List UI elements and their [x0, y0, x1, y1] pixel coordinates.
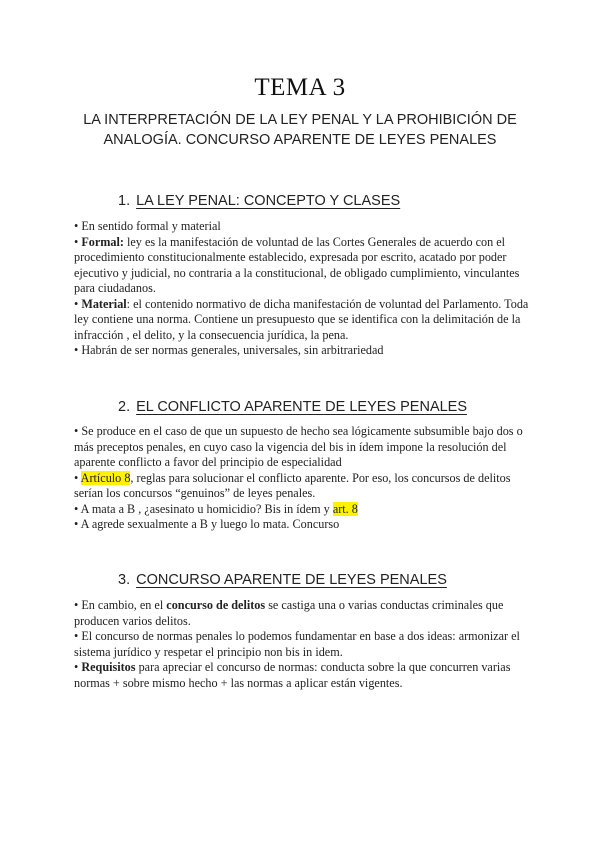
highlighted-reference: Artículo 8: [80, 470, 131, 485]
list-item: • A agrede sexualmente a B y luego lo mata. Concurso: [74, 517, 340, 531]
section-2-heading: [118, 399, 467, 415]
list-item: • Artículo 8, reglas para solucionar el conflicto aparente. Por eso, los concursos de delitos serían los concursos “genuinos” de leyes penales.: [74, 470, 511, 500]
section-number: 2.: [118, 399, 131, 415]
section-title: LA LEY PENAL: CONCEPTO Y CLASES: [136, 193, 401, 209]
section-title: CONCURSO APARENTE DE LEYES PENALES: [136, 572, 447, 588]
list-item: • El concurso de normas penales lo podemos fundamentar en base a dos ideas: armonizar el sistema jurídico y respetar el principio non bis in idem.: [74, 629, 520, 659]
page-subtitle: LA INTERPRETACIÓN DE LA LEY PENAL Y LA PROHIBICIÓN DE ANALOGÍA. CONCURSO APARENTE DE LEYES PENALES: [83, 112, 517, 148]
section-title: EL CONFLICTO APARENTE DE LEYES PENALES: [136, 399, 468, 415]
list-item: • A mata a B , ¿asesinato u homicidio? Bis in ídem y art. 8: [74, 501, 358, 516]
section-3-heading: [118, 572, 447, 588]
section-number: 3.: [118, 572, 131, 588]
list-item: • Habrán de ser normas generales, universales, sin arbitrariedad: [74, 343, 384, 357]
list-item: • Requisitos para apreciar el concurso de normas: conducta sobre la que concurren varias normas + sobre mismo hecho + las normas a aplicar están vigentes.: [74, 660, 511, 690]
highlighted-reference: art. 8: [332, 501, 358, 516]
section-1-body: [74, 219, 534, 359]
list-item: • Material: el contenido normativo de dicha manifestación de voluntad del Parlamento. Toda ley contiene una norma. Contiene un presupuesto que se identifica con la delimitación de la infracción , el delito, y la consecuencia jurídica, la pena.: [74, 296, 529, 342]
section-3-body: [74, 598, 534, 691]
list-item: • Formal: ley es la manifestación de voluntad de las Cortes Generales de acuerdo con el procedimiento constitucionalmente establecido, expresada por escrito, acatado por poder ejecutivo y judicial, no contraria a la constitucional, de obligado cumplimiento, vinculantes para ciudadanos.: [74, 234, 520, 295]
list-item: • Se produce en el caso de que un supuesto de hecho sea lógicamente subsumible bajo dos o más preceptos penales, en cuyo caso la vigencia del bis in ídem impone la resolución del aparente conflicto a favor del principio de especialidad: [74, 424, 523, 469]
section-2-body: [74, 424, 534, 533]
section-number: 1.: [118, 193, 131, 209]
section-1-heading: [118, 193, 400, 209]
page-title: TEMA 3: [254, 74, 346, 101]
list-item: • En sentido formal y material: [74, 219, 221, 233]
list-item: • En cambio, en el concurso de delitos se castiga una o varias conductas criminales que producen varios delitos.: [74, 598, 504, 628]
